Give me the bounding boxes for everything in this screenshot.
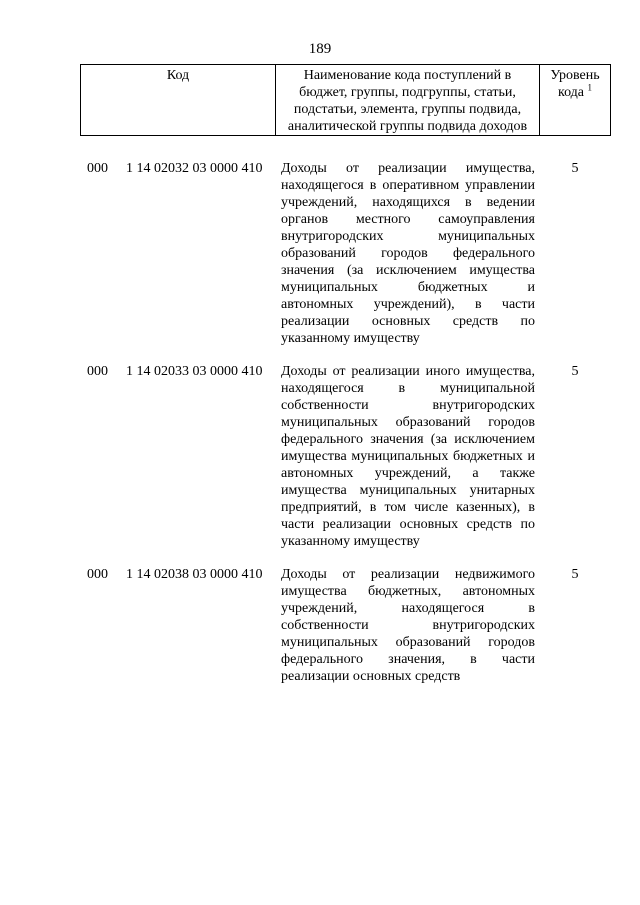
row-prefix: 000 <box>87 567 108 582</box>
header-level-label: Уровень кода <box>550 68 600 100</box>
row-prefix: 000 <box>87 161 108 176</box>
header-code: Код <box>81 65 276 135</box>
row-name: Доходы от реализации имущества, находящегося в оперативном управлении учреждений, находящихся в ведении органов местного самоуправления внутригородских муниципальных образований городов федерального значения (за исключением имущества муниципальных бюджетных и автономных учреждений), в части реализации основных средств по указанному имуществу <box>281 161 535 346</box>
header-name: Наименование кода поступлений в бюджет, группы, подгруппы, статьи, подстатьи, элемента, группы подвида, аналитической группы подвида доходов <box>276 65 540 135</box>
row-code: 1 14 02032 03 0000 410 <box>126 161 263 176</box>
header-level-footnote: 1 <box>587 82 593 93</box>
header-level <box>540 65 610 135</box>
row-level: 5 <box>571 567 579 582</box>
row-code: 1 14 02038 03 0000 410 <box>126 567 263 582</box>
row-name: Доходы от реализации иного имущества, находящегося в муниципальной собственности внутригородских муниципальных образований городов федерального значения (за исключением имущества муниципальных бюджетных и автономных учреждений, а также имущества муниципальных унитарных предприятий, в том числе казенных), в части реализации основных средств по указанному имуществу <box>281 364 535 549</box>
row-name: Доходы от реализации недвижимого имущества бюджетных, автономных учреждений, находящегося в собственности внутригородских муниципальных образований городов федерального значения, в части реализации основных средств <box>281 567 535 684</box>
table-header <box>80 64 611 136</box>
row-level: 5 <box>571 364 579 379</box>
page-number: 189 <box>308 41 332 57</box>
row-code: 1 14 02033 03 0000 410 <box>126 364 263 379</box>
row-level: 5 <box>571 161 579 176</box>
row-prefix: 000 <box>87 364 108 379</box>
